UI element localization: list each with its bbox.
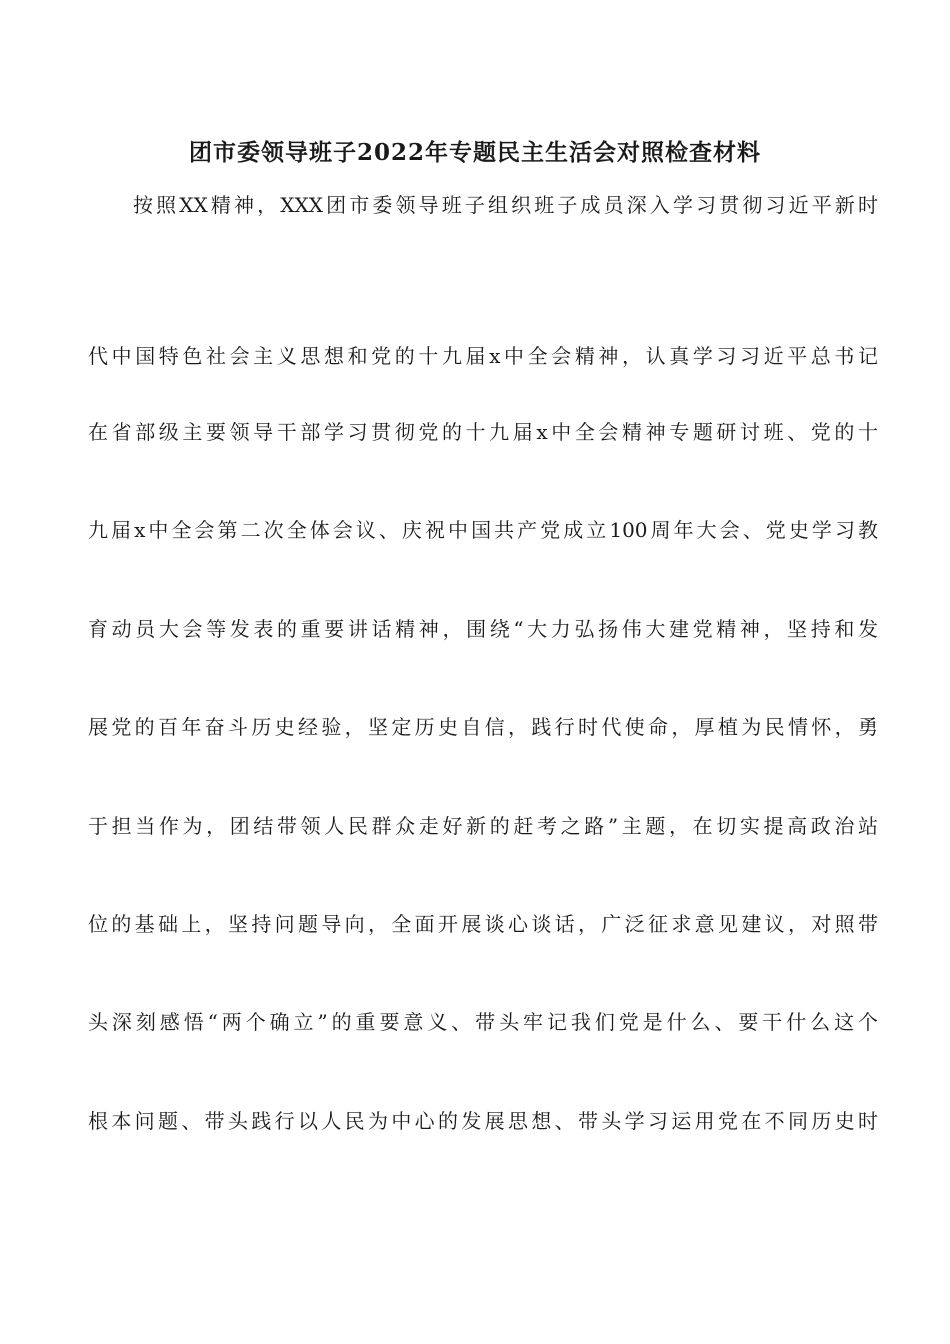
body-line: 育动员大会等发表的重要讲话精神，围绕“大力弘扬伟大建党精神，坚持和发 [88, 617, 878, 641]
body-line: 根本问题、带头践行以人民为中心的发展思想、带头学习运用党在不同历史时 [88, 1109, 878, 1133]
body-line: 于担当作为，团结带领人民群众走好新的赶考之路”主题，在切实提高政治站 [88, 814, 878, 838]
body-line: 在省部级主要领导干部学习贯彻党的十九届x中全会精神专题研讨班、党的十 [88, 420, 878, 444]
body-line: 按照XX精神，XXX团市委领导班子组织班子成员深入学习贯彻习近平新时 [133, 193, 878, 217]
body-line: 九届x中全会第二次全体会议、庆祝中国共产党成立100周年大会、党史学习教 [88, 518, 878, 542]
body-line: 位的基础上，坚持问题导向，全面开展谈心谈话，广泛征求意见建议，对照带 [88, 912, 878, 936]
body-line: 头深刻感悟“两个确立”的重要意义、带头牢记我们党是什么、要干什么这个 [88, 1010, 878, 1034]
body-line: 展党的百年奋斗历史经验，坚定历史自信，践行时代使命，厚植为民情怀，勇 [88, 715, 878, 739]
document-title: 团市委领导班子2022年专题民主生活会对照检查材料 [188, 139, 761, 166]
body-line: 代中国特色社会主义思想和党的十九届x中全会精神，认真学习习近平总书记 [88, 344, 878, 368]
